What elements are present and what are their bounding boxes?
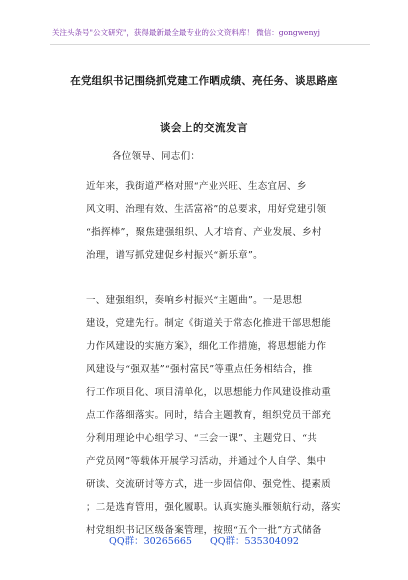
paragraph-line: ；二是选育管用，强化履职。认真实施头雁领航行动，落实 [86, 502, 341, 513]
paragraph-line: 行工作项目化、项目清单化，以思想能力作风建设推动重 [86, 387, 332, 398]
paragraph-line: 点工作落细落实。同时，结合主题教育，组织党员干部充 [86, 410, 332, 421]
paragraph-line: 村党组织书记区级备案管理，按照“五个一批”方式储备 [86, 525, 322, 536]
paragraph-2 [86, 289, 354, 542]
paragraph-line: 力作风建设的实施方案》，细化工作措施，将思想能力作 [86, 341, 327, 352]
paragraph-line: “指挥棒”，聚焦建强组织、人才培育、产业发展、乡村 [86, 227, 322, 238]
paragraph-line: 近年来，我街道严格对照“产业兴旺、生态宜居、乡 [86, 181, 307, 192]
paragraph-line: 分利用理论中心组学习、“三会一课”、主题党日、“共 [86, 433, 318, 444]
document-title-line2: 谈会上的交流发言 [160, 122, 248, 134]
footer-qq-group-2: QQ群：535304092 [209, 536, 299, 547]
header-divider [50, 44, 370, 45]
footer [0, 533, 408, 547]
paragraph-1 [86, 175, 354, 267]
paragraph-line: 产党员网”等载体开展学习活动，并通过个人自学、集中 [86, 456, 327, 467]
header-banner: 关注头条号"公文研究"，获得最新最全最专业的公文资料库！ 微信：gongwenyj [52, 28, 320, 37]
paragraph-line: 风文明、治理有效、生活富裕”的总要求，用好党建引领 [86, 204, 327, 215]
paragraph-line: 风建设与“强双基”“强村富民”等重点任务相结合，推 [86, 364, 313, 375]
paragraph-line: 一、建强组织，奏响乡村振兴“主题曲”。一是思想 [86, 295, 303, 306]
document-title-line1: 在党组织书记围绕抓党建工作晒成绩、亮任务、谈思路座 [70, 75, 338, 87]
footer-qq-group-1: QQ群：30265665 [109, 536, 192, 547]
greeting: 各位领导、同志们： [112, 151, 201, 162]
paragraph-line: 建设，党建先行。制定《街道关于常态化推进干部思想能 [86, 318, 332, 329]
paragraph-line: 治理，谱写抓党建促乡村振兴“新乐章”。 [86, 250, 263, 261]
paragraph-line: 研读、交流研讨等方式，进一步固信仰、强党性、提素质 [86, 479, 332, 490]
